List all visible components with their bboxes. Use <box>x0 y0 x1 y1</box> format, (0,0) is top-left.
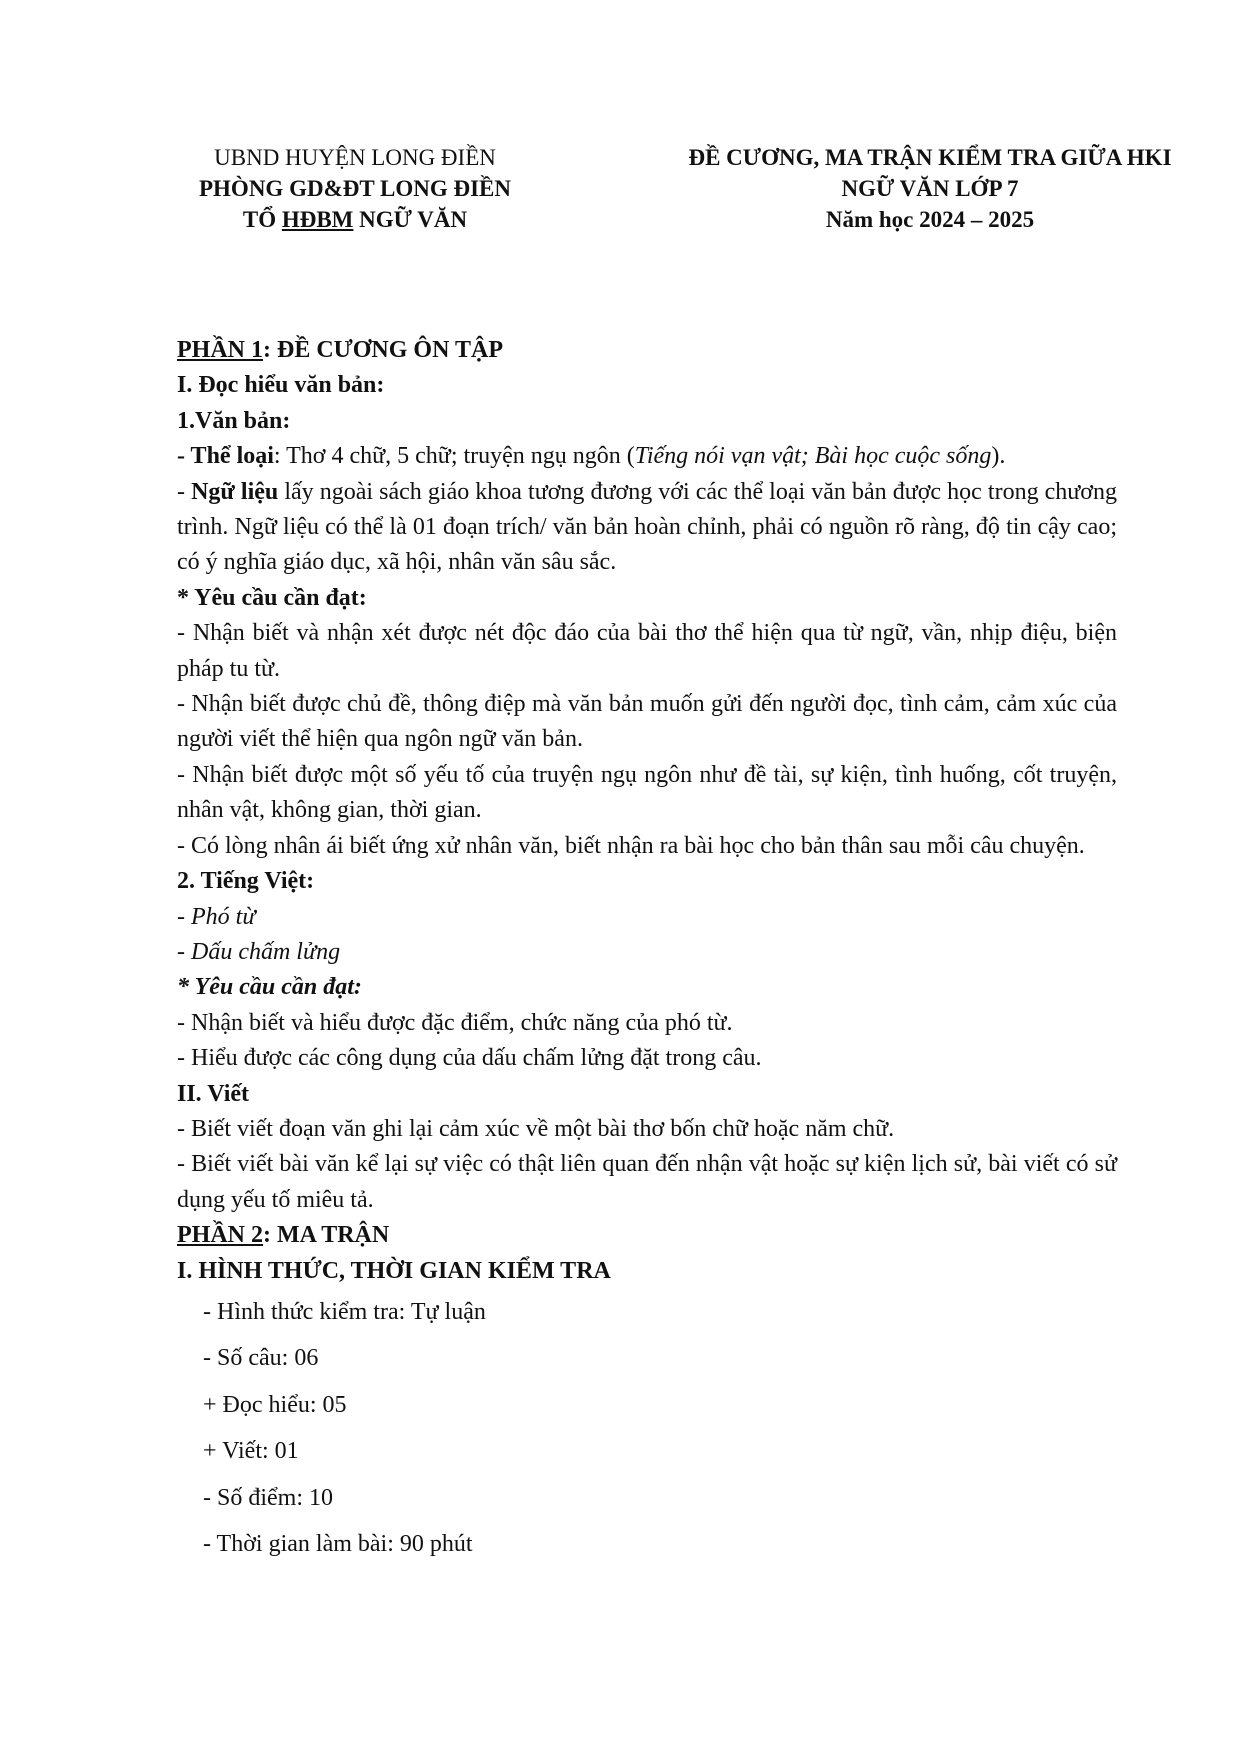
school-year: Năm học 2024 – 2025 <box>825 207 1035 232</box>
group-name: TỔ HĐBM NGỮ VĂN <box>242 207 468 232</box>
exam-info-item: - Số điểm: 10 <box>203 1484 333 1511</box>
writing-item: - Biết viết bài văn kể lại sự việc có thật liên quan đến nhận vật hoặc sự kiện lịch sử, bài viết có sử dụng yếu tố miêu tả. <box>177 1151 1117 1213</box>
part1-heading: PHẦN 1: ĐỀ CƯƠNG ÔN TẬP <box>177 337 503 363</box>
text-subsection-heading: 1.Văn bản: <box>177 407 291 434</box>
document-body <box>177 333 1117 1568</box>
topic-item: - Dấu chấm lửng <box>177 938 341 965</box>
requirement-item: - Nhận biết được một số yếu tố của truyện ngụ ngôn như đề tài, sự kiện, tình huống, cốt truyện, nhân vật, không gian, thời gian. <box>177 761 1117 824</box>
exam-info-list <box>177 1289 1117 1568</box>
requirement-item: - Nhận biết được chủ đề, thông điệp mà văn bản muốn gửi đến người đọc, tình cảm, cảm xúc của người viết thể hiện qua ngôn ngữ văn bản. <box>177 691 1117 753</box>
requirement-item: - Nhận biết và hiểu được đặc điểm, chức năng của phó từ. <box>177 1009 733 1036</box>
exam-format-heading: I. HÌNH THỨC, THỜI GIAN KIỂM TRA <box>177 1257 611 1284</box>
requirement-item: - Hiểu được các công dụng của dấu chấm lửng đặt trong câu. <box>177 1045 762 1072</box>
header-left <box>170 142 540 235</box>
material-paragraph: - Ngữ liệu lấy ngoài sách giáo khoa tương đương với các thể loại văn bản được học trong chương trình. Ngữ liệu có thể là 01 đoạn trích/ văn bản hoàn chỉnh, phải có nguồn rõ ràng, độ tin cậy cao; có ý nghĩa giáo dục, xã hội, nhân văn sâu sắc. <box>177 478 1118 576</box>
district-name: UBND HUYỆN LONG ĐIỀN <box>214 145 496 170</box>
part2-heading: PHẦN 2: MA TRẬN <box>177 1222 390 1249</box>
document-title: ĐỀ CƯƠNG, MA TRẬN KIỂM TRA GIỮA HKI <box>688 145 1172 170</box>
vietnamese-subsection-heading: 2. Tiếng Việt: <box>177 868 315 895</box>
exam-info-item: - Thời gian làm bài: 90 phút <box>203 1531 473 1558</box>
document-subject: NGỮ VĂN LỚP 7 <box>841 176 1019 201</box>
group-abbrev: HĐBM <box>281 207 354 232</box>
department-name: PHÒNG GD&ĐT LONG ĐIỀN <box>198 176 512 201</box>
header-right <box>630 142 1230 235</box>
writing-item: - Biết viết đoạn văn ghi lại cảm xúc về một bài thơ bốn chữ hoặc năm chữ. <box>177 1115 895 1142</box>
requirement-item: - Có lòng nhân ái biết ứng xử nhân văn, biết nhận ra bài học cho bản thân sau mỗi câu chuyện. <box>177 832 1085 859</box>
exam-info-item: + Đọc hiểu: 05 <box>203 1391 347 1418</box>
genre-line: - Thể loại: Thơ 4 chữ, 5 chữ; truyện ngụ ngôn (Tiếng nói vạn vật; Bài học cuộc sống). <box>177 443 1006 470</box>
topic-item: - Phó từ <box>177 903 256 930</box>
exam-info-item: - Hình thức kiểm tra: Tự luận <box>203 1298 486 1325</box>
reading-section-heading: I. Đọc hiểu văn bản: <box>177 372 385 399</box>
exam-info-item: + Viết: 01 <box>203 1438 299 1465</box>
requirement-item: - Nhận biết và nhận xét được nét độc đáo của bài thơ thể hiện qua từ ngữ, vần, nhịp điệu, biện pháp tu từ. <box>177 620 1117 682</box>
requirements-heading: * Yêu cầu cần đạt: <box>177 974 362 1001</box>
exam-info-item: - Số câu: 06 <box>203 1345 319 1372</box>
writing-section-heading: II. Viết <box>177 1080 249 1107</box>
requirements-heading: * Yêu cầu cần đạt: <box>177 584 367 611</box>
